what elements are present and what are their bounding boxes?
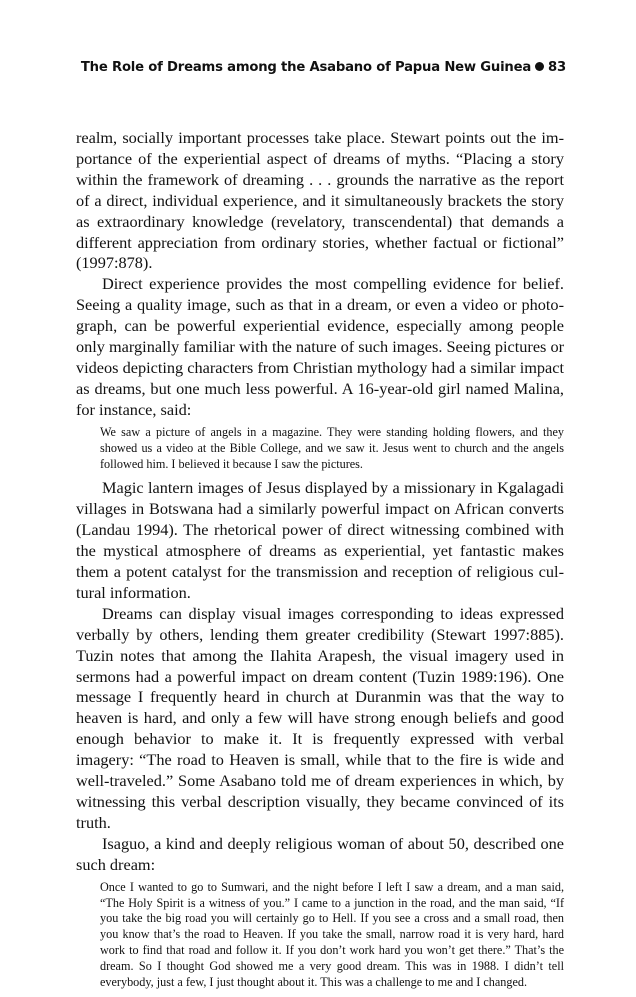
paragraph-continued: realm, socially important processes take place. Stewart points out the importance of the experiential aspect of dreams of myths. “Placing a story within the framework of dreaming . . . grounds the narrative as the report of a direct, individual experience, and it simultaneously brackets the story as extraordinary knowledge (revelatory, transcendental) that demands a different appreciation from ordinary stories, whether factual or fictional” (1997:878). [76, 128, 564, 273]
paragraph-magic-lantern: Magic lantern images of Jesus displayed by a missionary in Kgalagadi villages in Botswana had a similarly powerful impact on African converts (Landau 1994). The rhetorical power of direct witnessing combined with the mystical atmosphere of dreams as experiential, yet fantastic makes them a potent catalyst for the transmission and reception of religious cultural information. [76, 478, 564, 602]
page-number: 83 [548, 60, 566, 75]
paragraph-dreams-visual-images: Dreams can display visual images corresponding to ideas expressed verbally by others, lending them greater credibility (Stewart 1997:885). Tuzin notes that among the Ilahita Arapesh, the visual imagery used in sermons had a powerful impact on dream content (Tuzin 1989:196). One message I frequently heard in church at Duranmin was that the way to heaven is hard, and only a few will have strong enough beliefs and good enough behavior to make it. It is frequently expressed with verbal imagery: “The road to Heaven is small, while that to the fire is wide and well-traveled.” Some Asabano told me of dream experiences in which, by witnessing this verbal description visually, they became convinced of its truth. [76, 603, 564, 832]
paragraph-isaguo: Isaguo, a kind and deeply religious woman of about 50, described one such dream: [76, 833, 564, 874]
bullet-icon [535, 62, 544, 71]
block-quote-isaguo: Once I wanted to go to Sumwari, and the night before I left I saw a dream, and a man said, “The Holy Spirit is a witness of you.” I came to a junction in the road, and the man said, “If you take the big road you will certainly go to Hell. If you see a cross and a small road, then you know that’s the road to Heaven. If you take the small, narrow road it is very hard, hard work to find that road and follow it. If you don’t work hard you won’t get there.” That’s the dream. So I thought God showed me a very good dream. This was in 1988. I didn’t tell everybody, just a few, I just thought about it. This was a challenge to me and I changed. [100, 879, 564, 990]
block-quote-malina: We saw a picture of angels in a magazine. They were standing holding flowers, and they showed us a video at the Bible College, and we saw it. Jesus went to church and the angels followed him. I believed it because I saw the pictures. [100, 424, 564, 471]
running-head [0, 60, 566, 75]
body-text [76, 128, 564, 997]
running-title: The Role of Dreams among the Asabano of Papua New Guinea [80, 60, 532, 75]
paragraph-direct-experience: Direct experience provides the most compelling evidence for belief. Seeing a quality image, such as that in a dream, or even a video or photograph, can be powerful experiential evidence, especially among people only marginally familiar with the nature of such images. Seeing pictures or videos depicting characters from Christian mythology had a similar impact as dreams, but one much less powerful. A 16-year-old girl named Malina, for instance, said: [76, 274, 565, 419]
